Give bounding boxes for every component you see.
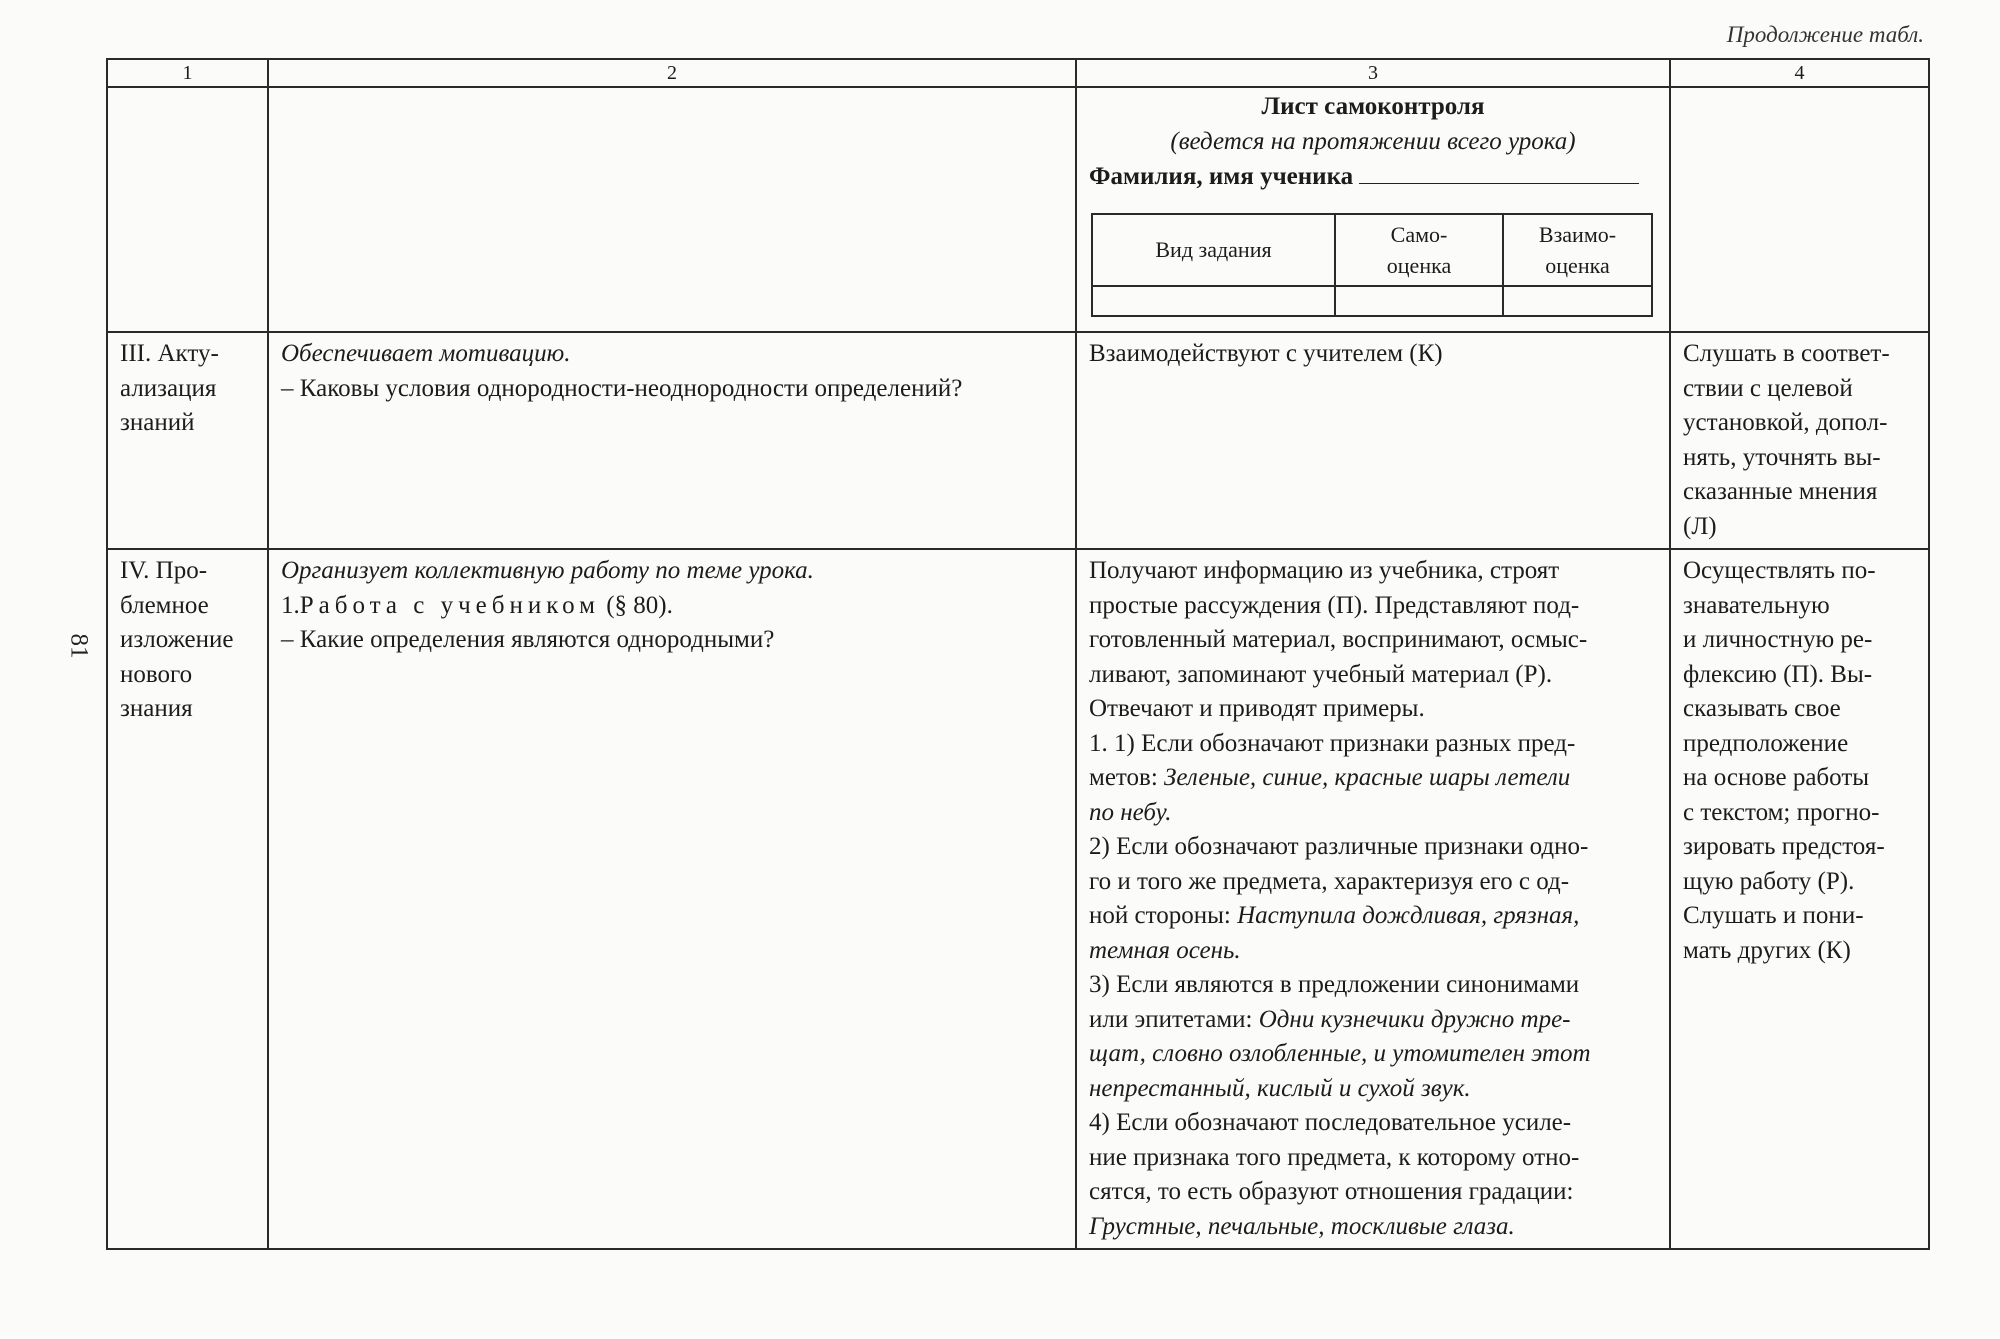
teacher-cell (268, 332, 1076, 549)
uud-cell: Слушать в соответ- ствии с целевой установкой, допол- нять, уточнять вы- сказанные мнения (Л) (1670, 332, 1929, 549)
page-number: 81 (65, 633, 93, 659)
rule-2: ной стороны: Наступила дождливая, грязная, (1089, 902, 1580, 929)
example-text: непрестанный, кислый и сухой звук. (1089, 1074, 1471, 1102)
students-cell (1076, 332, 1670, 549)
students-cell: Получают информацию из учебника, строят простые рассуждения (П). Представляют под- готовленный материал, воспринимают, осмыс- ливают, запоминают учебный материал (Р). Отвечают и приводят примеры. 1. 1) Если обозначают признаки разных пред- метов: Зеленые, синие, красные шары летели по небу. 2) Если обозначают различные признаки одно- го и того же предмета, характеризуя его с од- ной стороны: Наступила дождливая, грязная, темная осень. 3) Если являются в предложении синонимами или эпитетами: Одни кузнечики дружно тре- щат, словно озлобленные, и утомителен этот непрестанный, кислый и сухой звук. 4) Если обозначают последовательное усиле- ние признака того предмета, к которому отно- сятся, то есть образуют отношения градации: Грустные, печальные, тоскливые глаза. (1076, 549, 1670, 1249)
empty-cell (1335, 286, 1503, 316)
rule-4: 4) Если обозначают последовательное усиле- (1089, 1109, 1572, 1136)
rule-3: 3) Если являются в предложении синонимами (1089, 971, 1580, 998)
rule-4: ние признака того предмета, к которому отно- (1089, 1143, 1580, 1171)
stage-cell: IV. Про- блемное изложение нового знания (107, 549, 268, 1249)
rule-3: или эпитетами: Одни кузнечики дружно тре- (1089, 1005, 1571, 1033)
table-row (107, 87, 1929, 332)
empty-cell (1092, 286, 1335, 316)
students-action: Взаимодействуют с учителем (К) (1089, 340, 1443, 367)
rule-2: го и того же предмета, характеризуя его с од- (1089, 867, 1570, 895)
example-text: Зеленые, синие, красные шары летели (1164, 764, 1571, 791)
column-number-row (107, 59, 1929, 87)
stage-cell (107, 87, 268, 332)
student-name-label: Фамилия, имя ученика (1089, 163, 1354, 190)
task-type-header: Вид задания (1092, 214, 1335, 286)
column-number: 3 (1076, 59, 1670, 87)
rule-2: 2) Если обозначают различные признаки одно- (1089, 833, 1589, 860)
selfcheck-subtitle: (ведется на протяжении всего урока) (1170, 127, 1576, 155)
selfcheck-title: Лист самоконтроля (1261, 93, 1485, 120)
rule-1: 1. 1) Если обозначают признаки разных пред- (1089, 729, 1576, 757)
peer-assessment-header: Взаимо- оценка (1503, 214, 1652, 286)
teacher-cell (268, 549, 1076, 1249)
rule-1: метов: Зеленые, синие, красные шары летели (1089, 764, 1571, 791)
example-text: Наступила дождливая, грязная, (1237, 902, 1580, 929)
teacher-question: – Каковы условия однородности-неоднородности определений? (281, 374, 963, 402)
selfcheck-table (1091, 213, 1653, 317)
self-assessment-header: Само- оценка (1335, 214, 1503, 286)
teacher-task: 1.Работа с учебником (§ 80). (281, 591, 673, 619)
teacher-action: Организует коллективную работу по теме урока. (281, 557, 814, 584)
empty-cell (1503, 286, 1652, 316)
column-number: 1 (107, 59, 268, 87)
continuation-label: Продолжение табл. (1726, 22, 1924, 47)
teacher-question: – Какие определения являются однородными? (281, 626, 775, 653)
students-cell (1076, 87, 1670, 332)
example-text: Грустные, печальные, тоскливые глаза. (1089, 1212, 1515, 1240)
teacher-action: Обеспечивает мотивацию. (281, 340, 571, 367)
uud-cell (1670, 87, 1929, 332)
name-blank-line (1359, 159, 1639, 184)
rule-4: сятся, то есть образуют отношения градации: (1089, 1178, 1574, 1205)
uud-cell: Осуществлять по- знавательную и личностную ре- флексию (П). Вы- сказывать свое предположение на основе работы с текстом; прогно- зировать предстоя- щую работу (Р). Слушать и пони- мать других (К) (1670, 549, 1929, 1249)
selfcheck-empty-row (1092, 286, 1652, 316)
column-number: 2 (268, 59, 1076, 87)
teacher-cell (268, 87, 1076, 332)
example-text: щат, словно озлобленные, и утомителен этот (1089, 1040, 1591, 1067)
stage-cell: III. Акту- ализация знаний (107, 332, 268, 549)
selfcheck-header-row (1092, 214, 1652, 286)
student-name-field (1089, 159, 1657, 195)
table-row (107, 549, 1929, 1249)
column-number: 4 (1670, 59, 1929, 87)
lesson-table (106, 58, 1930, 1250)
example-text: по небу. (1089, 798, 1172, 826)
example-text: темная осень. (1089, 936, 1241, 964)
example-text: Одни кузнечики дружно тре- (1258, 1005, 1571, 1033)
table-row (107, 332, 1929, 549)
